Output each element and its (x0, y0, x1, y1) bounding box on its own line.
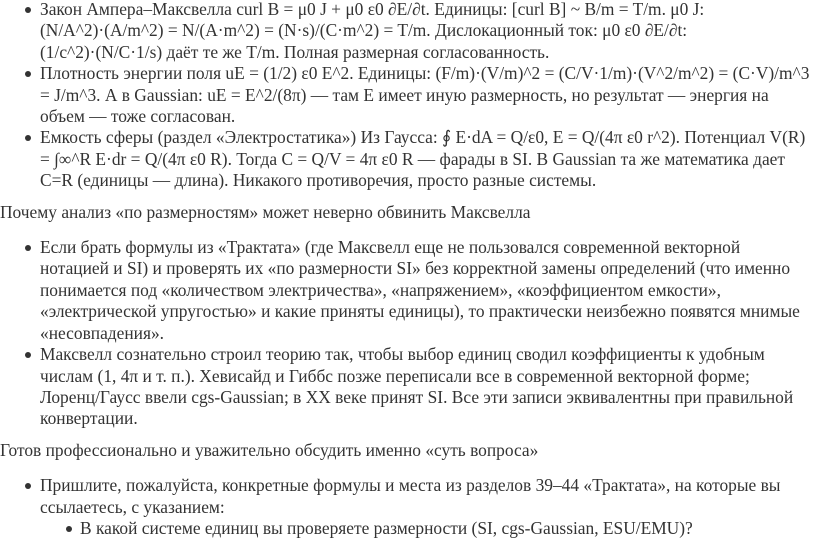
bullet-list-formulas (0, 0, 816, 192)
bullet-list-dimension-analysis (0, 237, 816, 430)
list-item-sphere-capacitance: Емкость сферы (раздел «Электростатика») Из Гаусса: ∮ E·dA = Q/ε0, E = Q/(4π ε0 r^2). Потенциал V(R) = ∫∞^R E·dr = Q/(4π ε0 R). Тогда C = Q/V = 4π ε0 R — фарады в SI. В Gaussian та же математика дает C=R (единицы — длина). Никакого противоречия, просто разные системы. (0, 127, 816, 191)
list-item-treatise-formulas: Если брать формулы из «Трактата» (где Максвелл еще не пользовался современной векторной нотацией и SI) и проверять их «по размерности SI» без корректной замены определений (что именно понимается под «количеством электричества», «напряжением», «коэффициентом емкости», «электрической упругостью» и какие приняты единицы), то практически неизбежно появятся мнимые «несовпадения». (0, 237, 816, 344)
list-item-ampere-maxwell: Закон Ампера–Максвелла curl B = μ0 J + μ0 ε0 ∂E/∂t. Единицы: [curl B] ~ B/m = T/m. μ0 J: (N/A^2)·(A/m^2) = N/(A·m^2) = (N·s)/(C·m^2) = T/m. Дислокационный ток: μ0 ε0 ∂E/∂t: (1/c^2)·(N/C·1/s) даёт те же T/m. Полная размерная согласованность. (0, 0, 816, 63)
list-item-request-formulas (0, 475, 816, 539)
section-heading-dimension-analysis: Почему анализ «по размерностям» может неверно обвинить Максвелла (0, 201, 531, 222)
bullet-list-discussion (0, 475, 816, 539)
sub-bullet-list (40, 518, 810, 539)
list-item-request-text: Пришлите, пожалуйста, конкретные формулы и места из разделов 39–44 «Трактата», на которые вы ссылаетесь, с указанием: (40, 475, 781, 517)
list-item-unit-choice: Максвелл сознательно строил теорию так, чтобы выбор единиц сводил коэффициенты к удобным числам (1, 4π и т. п.). Хевисайд и Гиббс позже переписали все в современной векторной форме; Лоренц/Гаусс ввели cgs-Gaussian; в XX веке принят SI. Все эти записи эквивалентны при правильной конвертации. (0, 344, 816, 430)
list-item-energy-density: Плотность энергии поля uE = (1/2) ε0 E^2. Единицы: (F/m)·(V/m)^2 = (C/V·1/m)·(V^2/m^2) = (C·V)/m^3 = J/m^3. А в Gaussian: uE = E^2/(8π) — там E имеет иную размерность, но результат — энергия на объем — тоже согласован. (0, 63, 816, 127)
section-heading-discussion: Готов профессионально и уважительно обсудить именно «суть вопроса» (0, 439, 539, 460)
sub-list-item-unit-system: В какой системе единиц вы проверяете размерности (SI, cgs-Gaussian, ESU/EMU)? (40, 518, 810, 539)
